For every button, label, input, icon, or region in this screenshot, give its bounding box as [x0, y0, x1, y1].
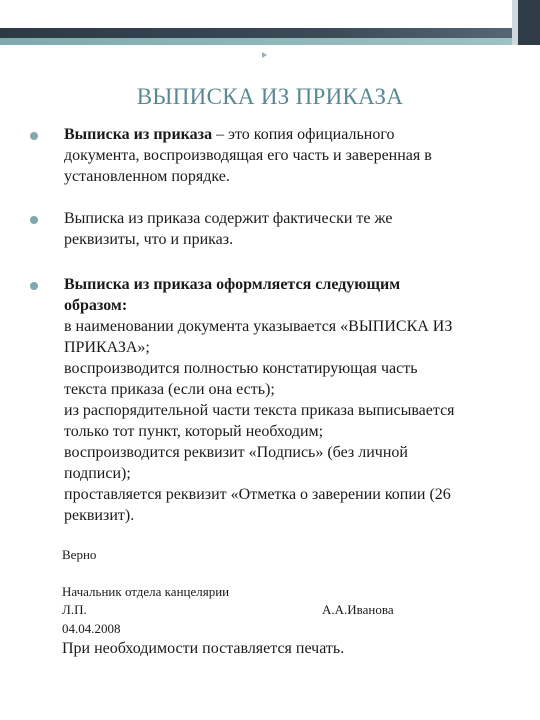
- header-teal-stripe: [0, 38, 540, 45]
- triangle-marker-icon: [262, 52, 267, 58]
- text-line: проставляется реквизит «Отметка о заверении копии (26: [64, 486, 451, 503]
- text-line: воспроизводится полностью констатирующая часть: [64, 360, 418, 377]
- footer-note: При необходимости поставляется печать.: [62, 640, 345, 657]
- bold-text: Выписка из приказа: [64, 126, 213, 143]
- text-line: только тот пункт, который необходим;: [64, 423, 324, 440]
- text-line: образом:: [64, 297, 128, 314]
- page-title: ВЫПИСКА ИЗ ПРИКАЗА: [136, 84, 404, 109]
- text-line: воспроизводится реквизит «Подпись» (без личной: [64, 444, 408, 461]
- text-line: Выписка из приказа оформляется следующим: [64, 276, 401, 293]
- corner-dark-block: [518, 0, 540, 45]
- text-line: [64, 124, 526, 145]
- text-line: подписи);: [64, 465, 131, 482]
- text-line: Выписка из приказа содержит фактически те же: [64, 210, 393, 227]
- certification-date: 04.04.2008: [62, 621, 121, 636]
- bullet-paragraph-1: [64, 124, 526, 187]
- text-line: текста приказа (если она есть);: [64, 381, 275, 398]
- header-dark-stripe: [0, 28, 540, 38]
- text-line: установленном порядке.: [64, 168, 230, 185]
- text-line: документа, воспроизводящая его часть и заверенная в: [64, 147, 432, 164]
- verno-label: Верно: [62, 547, 97, 562]
- text-line: ПРИКАЗА»;: [64, 339, 150, 356]
- bullet-paragraph-2: [64, 208, 526, 250]
- bullet-dot-icon: [30, 216, 38, 224]
- signatory-name: А.А.Иванова: [322, 602, 394, 617]
- text: – это копия официального: [212, 126, 395, 143]
- position-label: Начальник отдела канцелярии: [62, 584, 230, 599]
- text-line: реквизиты, что и приказ.: [64, 231, 234, 248]
- bullet-paragraph-3: [64, 274, 526, 526]
- text-line: из распорядительной части текста приказа выписывается: [64, 402, 455, 419]
- text-line: реквизит).: [64, 507, 135, 524]
- text-line: в наименовании документа указывается «ВЫПИСКА ИЗ: [64, 318, 453, 335]
- header-band: [0, 0, 540, 28]
- bullet-dot-icon: [30, 132, 38, 140]
- bullet-dot-icon: [30, 282, 38, 290]
- signature-initials: Л.П.: [62, 602, 87, 617]
